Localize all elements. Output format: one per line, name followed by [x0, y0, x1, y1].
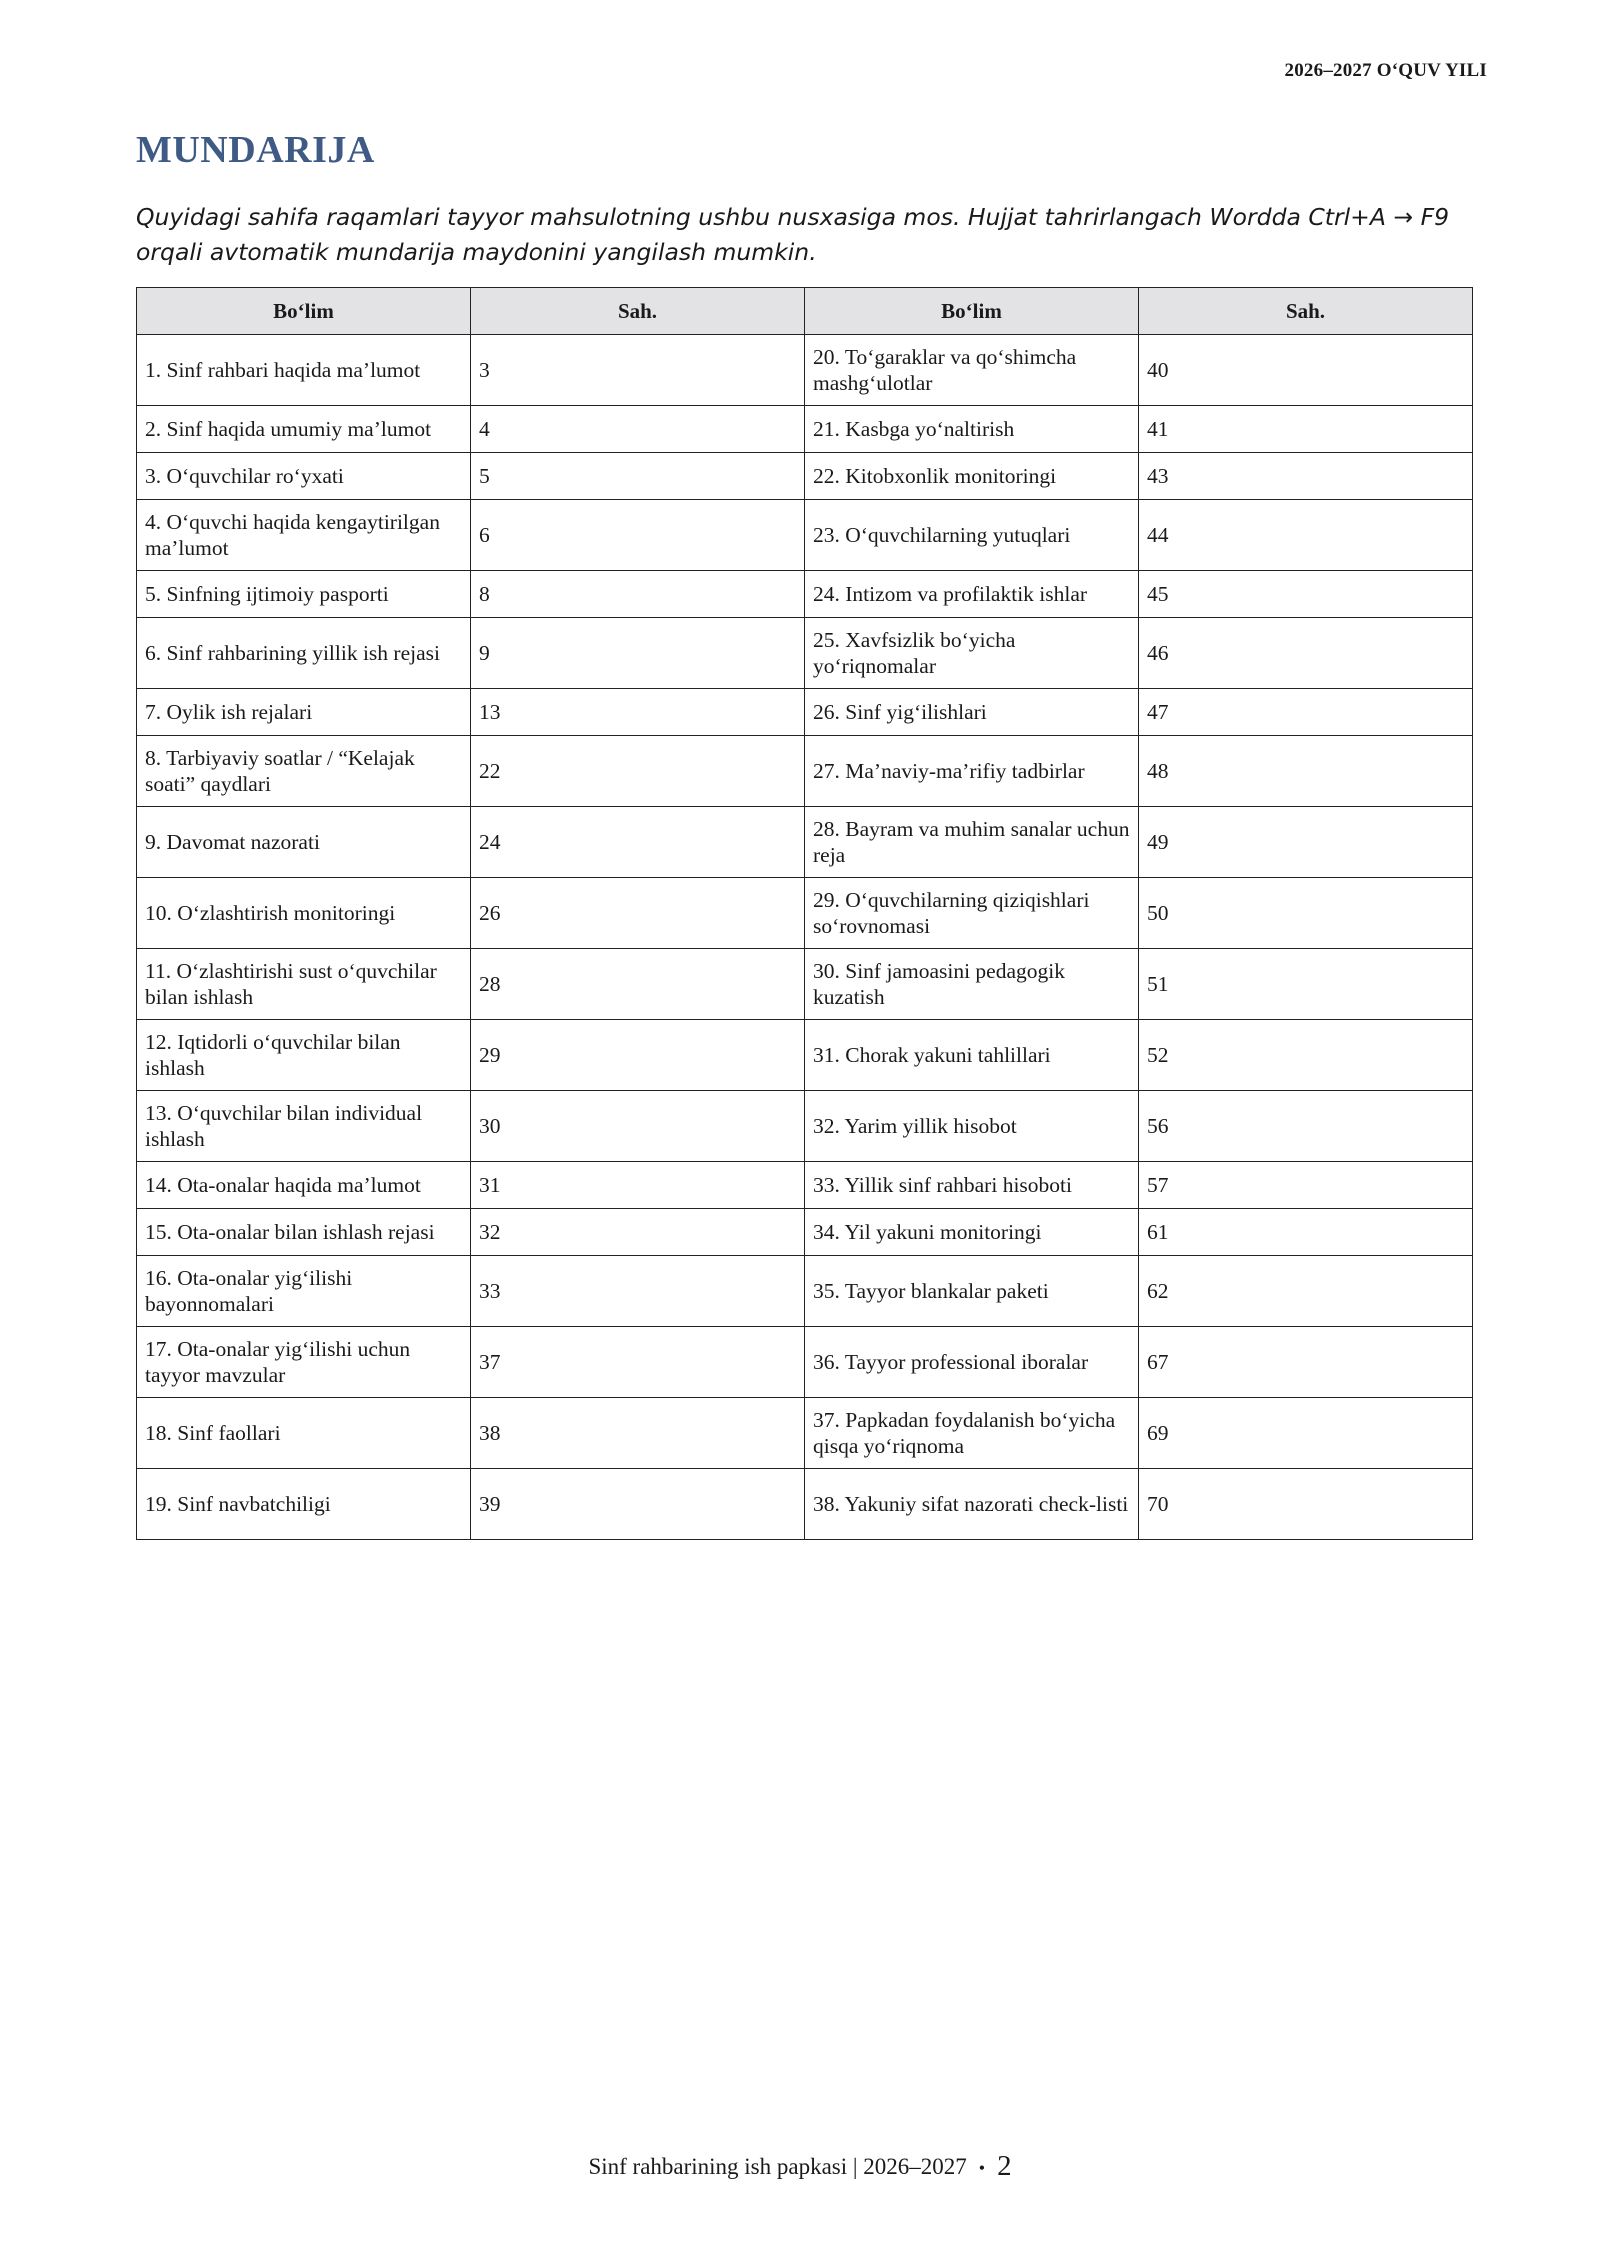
toc-page-right: 45 [1139, 571, 1473, 618]
toc-section-left: 14. Ota-onalar haqida ma’lumot [137, 1162, 471, 1209]
toc-section-right: 21. Kasbga yo‘naltirish [805, 406, 1139, 453]
toc-section-left: 18. Sinf faollari [137, 1398, 471, 1469]
toc-page-left: 13 [471, 689, 805, 736]
toc-section-left: 11. O‘zlashtirishi sust o‘quvchilar bilan ishlash [137, 949, 471, 1020]
footer-separator: • [978, 2158, 986, 2179]
header-page-right: Sah. [1139, 288, 1473, 335]
toc-page-left: 38 [471, 1398, 805, 1469]
toc-page-left: 3 [471, 335, 805, 406]
table-row [137, 500, 1473, 571]
table-row [137, 1398, 1473, 1469]
table-row [137, 1162, 1473, 1209]
toc-section-left: 16. Ota-onalar yig‘ilishi bayonnomalari [137, 1256, 471, 1327]
toc-page-right: 50 [1139, 878, 1473, 949]
toc-section-left: 17. Ota-onalar yig‘ilishi uchun tayyor mavzular [137, 1327, 471, 1398]
table-body [137, 335, 1473, 1540]
toc-page-right: 69 [1139, 1398, 1473, 1469]
toc-section-left: 1. Sinf rahbari haqida ma’lumot [137, 335, 471, 406]
toc-page-left: 26 [471, 878, 805, 949]
table-row [137, 689, 1473, 736]
toc-section-right: 25. Xavfsizlik bo‘yicha yo‘riqnomalar [805, 618, 1139, 689]
toc-page-right: 40 [1139, 335, 1473, 406]
intro-paragraph: Quyidagi sahifa raqamlari tayyor mahsulotning ushbu nusxasiga mos. Hujjat tahrirlangach Wordda Ctrl+A → F9 orqali avtomatik mundarija maydonini yangilash mumkin. [136, 203, 1450, 266]
toc-page-left: 31 [471, 1162, 805, 1209]
toc-page-left: 37 [471, 1327, 805, 1398]
toc-section-right: 35. Tayyor blankalar paketi [805, 1256, 1139, 1327]
toc-section-right: 26. Sinf yig‘ilishlari [805, 689, 1139, 736]
toc-page-right: 70 [1139, 1469, 1473, 1540]
toc-page-left: 22 [471, 736, 805, 807]
toc-section-right: 20. To‘garaklar va qo‘shimcha mashg‘ulotlar [805, 335, 1139, 406]
toc-page-right: 61 [1139, 1209, 1473, 1256]
table-row [137, 571, 1473, 618]
table-row [137, 878, 1473, 949]
toc-page-left: 33 [471, 1256, 805, 1327]
toc-page-right: 62 [1139, 1256, 1473, 1327]
toc-section-right: 22. Kitobxonlik monitoringi [805, 453, 1139, 500]
toc-section-left: 10. O‘zlashtirish monitoringi [137, 878, 471, 949]
table-row [137, 736, 1473, 807]
toc-section-right: 24. Intizom va profilaktik ishlar [805, 571, 1139, 618]
toc-section-right: 31. Chorak yakuni tahlillari [805, 1020, 1139, 1091]
toc-page-left: 29 [471, 1020, 805, 1091]
header-section-left: Bo‘lim [137, 288, 471, 335]
table-row [137, 335, 1473, 406]
toc-section-left: 15. Ota-onalar bilan ishlash rejasi [137, 1209, 471, 1256]
toc-page-right: 51 [1139, 949, 1473, 1020]
toc-page-left: 24 [471, 807, 805, 878]
toc-page-right: 47 [1139, 689, 1473, 736]
page-title: MUNDARIJA [136, 129, 375, 171]
table-row [137, 1209, 1473, 1256]
toc-section-left: 3. O‘quvchilar ro‘yxati [137, 453, 471, 500]
header-page-left: Sah. [471, 288, 805, 335]
table-row [137, 1327, 1473, 1398]
table-row [137, 1020, 1473, 1091]
table-row [137, 406, 1473, 453]
toc-page-right: 46 [1139, 618, 1473, 689]
toc-section-right: 29. O‘quvchilarning qiziqishlari so‘rovnomasi [805, 878, 1139, 949]
toc-page-left: 32 [471, 1209, 805, 1256]
toc-section-right: 38. Yakuniy sifat nazorati check-listi [805, 1469, 1139, 1540]
page-footer [0, 2150, 1600, 2183]
toc-page-left: 28 [471, 949, 805, 1020]
toc-page-right: 67 [1139, 1327, 1473, 1398]
table-of-contents [136, 287, 1473, 1540]
toc-section-left: 5. Sinfning ijtimoiy pasporti [137, 571, 471, 618]
toc-section-right: 33. Yillik sinf rahbari hisoboti [805, 1162, 1139, 1209]
toc-section-left: 13. O‘quvchilar bilan individual ishlash [137, 1091, 471, 1162]
toc-page-left: 5 [471, 453, 805, 500]
toc-page-right: 49 [1139, 807, 1473, 878]
table-row [137, 618, 1473, 689]
toc-section-right: 32. Yarim yillik hisobot [805, 1091, 1139, 1162]
toc-section-left: 6. Sinf rahbarining yillik ish rejasi [137, 618, 471, 689]
footer-page-number: 2 [997, 2150, 1012, 2182]
toc-page-right: 52 [1139, 1020, 1473, 1091]
toc-section-left: 19. Sinf navbatchiligi [137, 1469, 471, 1540]
toc-page-left: 4 [471, 406, 805, 453]
toc-section-left: 8. Tarbiyaviy soatlar / “Kelajak soati” qaydlari [137, 736, 471, 807]
toc-page-right: 44 [1139, 500, 1473, 571]
toc-page-left: 6 [471, 500, 805, 571]
toc-page-right: 56 [1139, 1091, 1473, 1162]
table-row [137, 1469, 1473, 1540]
toc-section-left: 12. Iqtidorli o‘quvchilar bilan ishlash [137, 1020, 471, 1091]
toc-page-left: 39 [471, 1469, 805, 1540]
toc-page-right: 41 [1139, 406, 1473, 453]
toc-section-right: 28. Bayram va muhim sanalar uchun reja [805, 807, 1139, 878]
toc-section-right: 34. Yil yakuni monitoringi [805, 1209, 1139, 1256]
header-section-right: Bo‘lim [805, 288, 1139, 335]
toc-page-right: 48 [1139, 736, 1473, 807]
table-row [137, 949, 1473, 1020]
table-row [137, 807, 1473, 878]
toc-section-left: 2. Sinf haqida umumiy ma’lumot [137, 406, 471, 453]
toc-section-right: 37. Papkadan foydalanish bo‘yicha qisqa yo‘riqnoma [805, 1398, 1139, 1469]
toc-section-right: 30. Sinf jamoasini pedagogik kuzatish [805, 949, 1139, 1020]
table-row [137, 1091, 1473, 1162]
toc-page-right: 43 [1139, 453, 1473, 500]
table-row [137, 1256, 1473, 1327]
footer-text: Sinf rahbarining ish papkasi | 2026–2027 [588, 2154, 967, 2179]
table-header-row [137, 288, 1473, 335]
toc-page-left: 9 [471, 618, 805, 689]
toc-page-right: 57 [1139, 1162, 1473, 1209]
toc-page-left: 8 [471, 571, 805, 618]
table-row [137, 453, 1473, 500]
header-year-label: 2026–2027 O‘QUV YILI [1284, 60, 1487, 81]
toc-section-left: 4. O‘quvchi haqida kengaytirilgan ma’lumot [137, 500, 471, 571]
toc-section-left: 7. Oylik ish rejalari [137, 689, 471, 736]
toc-section-right: 27. Ma’naviy-ma’rifiy tadbirlar [805, 736, 1139, 807]
toc-section-left: 9. Davomat nazorati [137, 807, 471, 878]
toc-section-right: 36. Tayyor professional iboralar [805, 1327, 1139, 1398]
toc-section-right: 23. O‘quvchilarning yutuqlari [805, 500, 1139, 571]
toc-page-left: 30 [471, 1091, 805, 1162]
